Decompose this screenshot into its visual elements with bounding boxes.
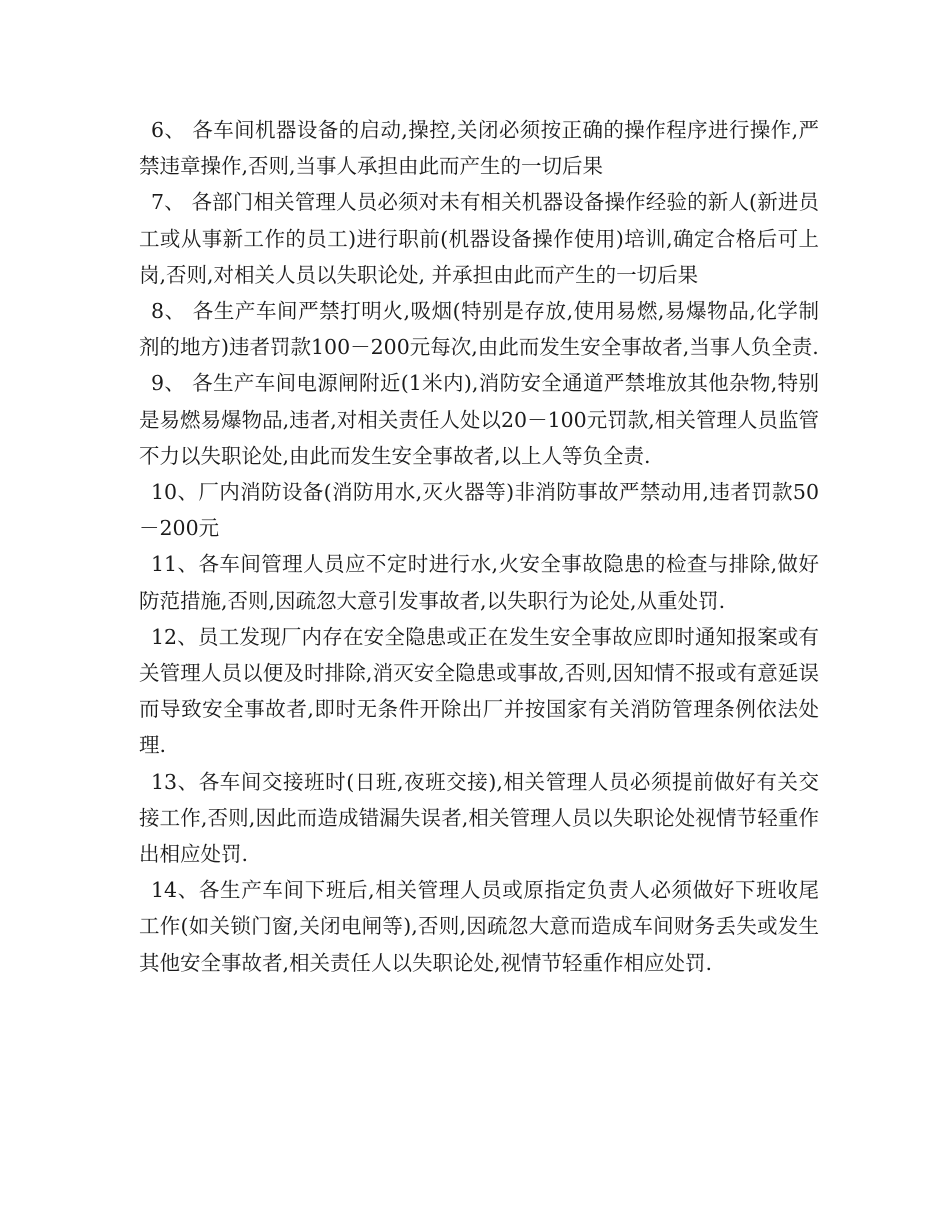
document-body	[139, 112, 819, 981]
rule-item-7: 7、 各部门相关管理人员必须对未有相关机器设备操作经验的新人(新进员工或从事新工作的员工)进行职前(机器设备操作使用)培训,确定合格后可上岗,否则,对相关人员以失职论处, 并承担由此而产生的一切后果	[139, 190, 819, 287]
rule-item-9: 9、 各生产车间电源闸附近(1米内),消防安全通道严禁堆放其他杂物,特别是易燃易爆物品,违者,对相关责任人处以20－100元罚款,相关管理人员监管不力以失职论处,由此而发生安全事故者,以上人等负全责.	[139, 371, 819, 468]
rule-item-12: 12、员工发现厂内存在安全隐患或正在发生安全事故应即时通知报案或有关管理人员以便及时排除,消灭安全隐患或事故,否则,因知情不报或有意延误而导致安全事故者,即时无条件开除出厂并按国家有关消防管理条例依法处理.	[139, 624, 819, 758]
rule-item-6: 6、 各车间机器设备的启动,操控,关闭必须按正确的操作程序进行操作,严禁违章操作,否则,当事人承担由此而产生的一切后果	[139, 118, 819, 179]
rule-item-14: 14、各生产车间下班后,相关管理人员或原指定负责人必须做好下班收尾工作(如关锁门窗,关闭电闸等),否则,因疏忽大意而造成车间财务丢失或发生其他安全事故者,相关责任人以失职论处,视情节轻重作相应处罚.	[139, 878, 819, 975]
rule-item-13: 13、各车间交接班时(日班,夜班交接),相关管理人员必须提前做好有关交接工作,否则,因此而造成错漏失误者,相关管理人员以失职论处视情节轻重作出相应处罚.	[139, 769, 819, 867]
rule-item-11: 11、各车间管理人员应不定时进行水,火安全事故隐患的检查与排除,做好防范措施,否则,因疏忽大意引发事故者,以失职行为论处,从重处罚.	[139, 552, 819, 613]
rule-item-10: 10、厂内消防设备(消防用水,灭火器等)非消防事故严禁动用,违者罚款50－200元	[139, 480, 819, 541]
rule-item-8: 8、 各生产车间严禁打明火,吸烟(特别是存放,使用易燃,易爆物品,化学制剂的地方)违者罚款100－200元每次,由此而发生安全事故者,当事人负全责.	[139, 299, 819, 360]
